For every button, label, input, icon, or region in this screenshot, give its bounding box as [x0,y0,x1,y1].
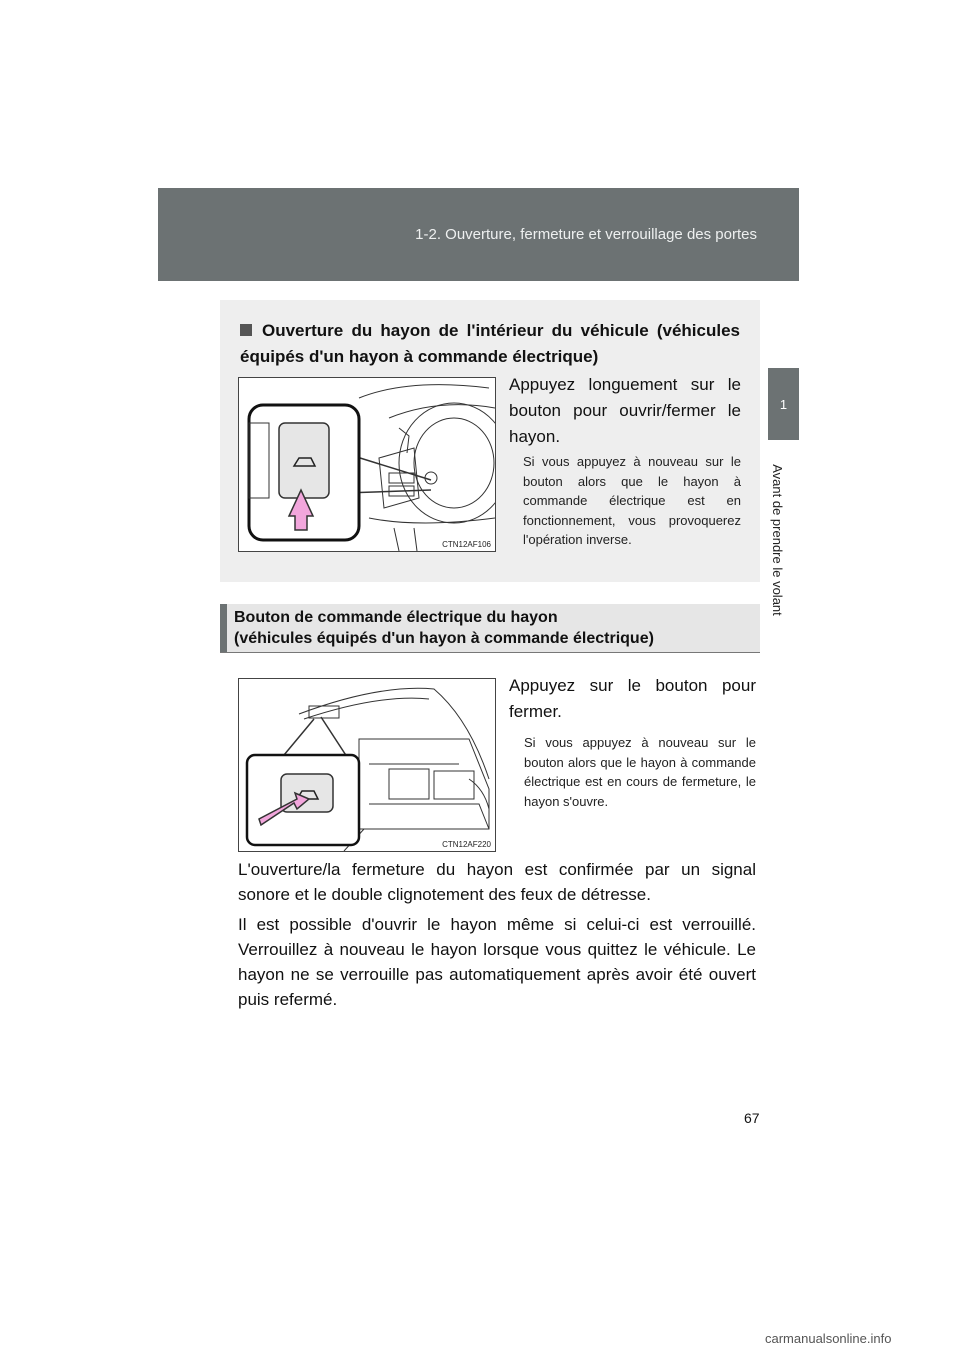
figure-code: CTN12AF106 [442,540,491,549]
note-main-text: Appuyez longuement sur le bouton pour ouvrir/fermer le hayon. [509,375,741,446]
chapter-number: 1 [779,396,788,412]
body-paragraph-2: Il est possible d'ouvrir le hayon même si celui-ci est verrouillé. Verrouillez à nouveau le hayon lorsque vous quittez le véhicule. Le hayon ne se verrouille pas automatiquement après avoir été ouvert puis refermé. [238,915,756,1009]
dashboard-illustration [239,378,495,551]
section-title [234,607,654,649]
note-heading-text: Ouverture du hayon de l'intérieur du véhicule (véhicules équipés d'un hayon à commande électrique) [240,321,740,366]
section-small-text: Si vous appuyez à nouveau sur le bouton alors que le hayon à commande électrique est en cours de fermeture, le hayon s'ouvre. [524,735,756,809]
chapter-number-tab [768,368,799,440]
header-band [158,188,799,281]
body-paragraph-1: L'ouverture/la fermeture du hayon est confirmée par un signal sonore et le double clignotement des feux de détresse. [238,860,756,904]
note-heading [240,318,740,370]
tailgate-button-figure [238,678,496,852]
figure-code: CTN12AF220 [442,840,491,849]
section-main-text: Appuyez sur le bouton pour fermer. [509,676,756,721]
tailgate-illustration [239,679,495,851]
chapter-label-container [766,450,802,630]
page-number: 67 [744,1110,760,1126]
note-small-text: Si vous appuyez à nouveau sur le bouton alors que le hayon à commande électrique est en fonctionnement, vous provoquerez l'opération inverse. [523,454,741,547]
square-bullet-icon [240,324,252,336]
note-box [220,300,760,582]
chapter-label: Avant de prendre le volant [770,464,786,616]
header-title: 1-2. Ouverture, fermeture et verrouillage des portes [415,226,757,243]
section-title-line2: (véhicules équipés d'un hayon à commande électrique) [234,630,654,647]
section-title-line1: Bouton de commande électrique du hayon [234,609,558,626]
watermark: carmanualsonline.info [765,1331,892,1346]
section-header [220,604,760,653]
dashboard-button-figure [238,377,496,552]
